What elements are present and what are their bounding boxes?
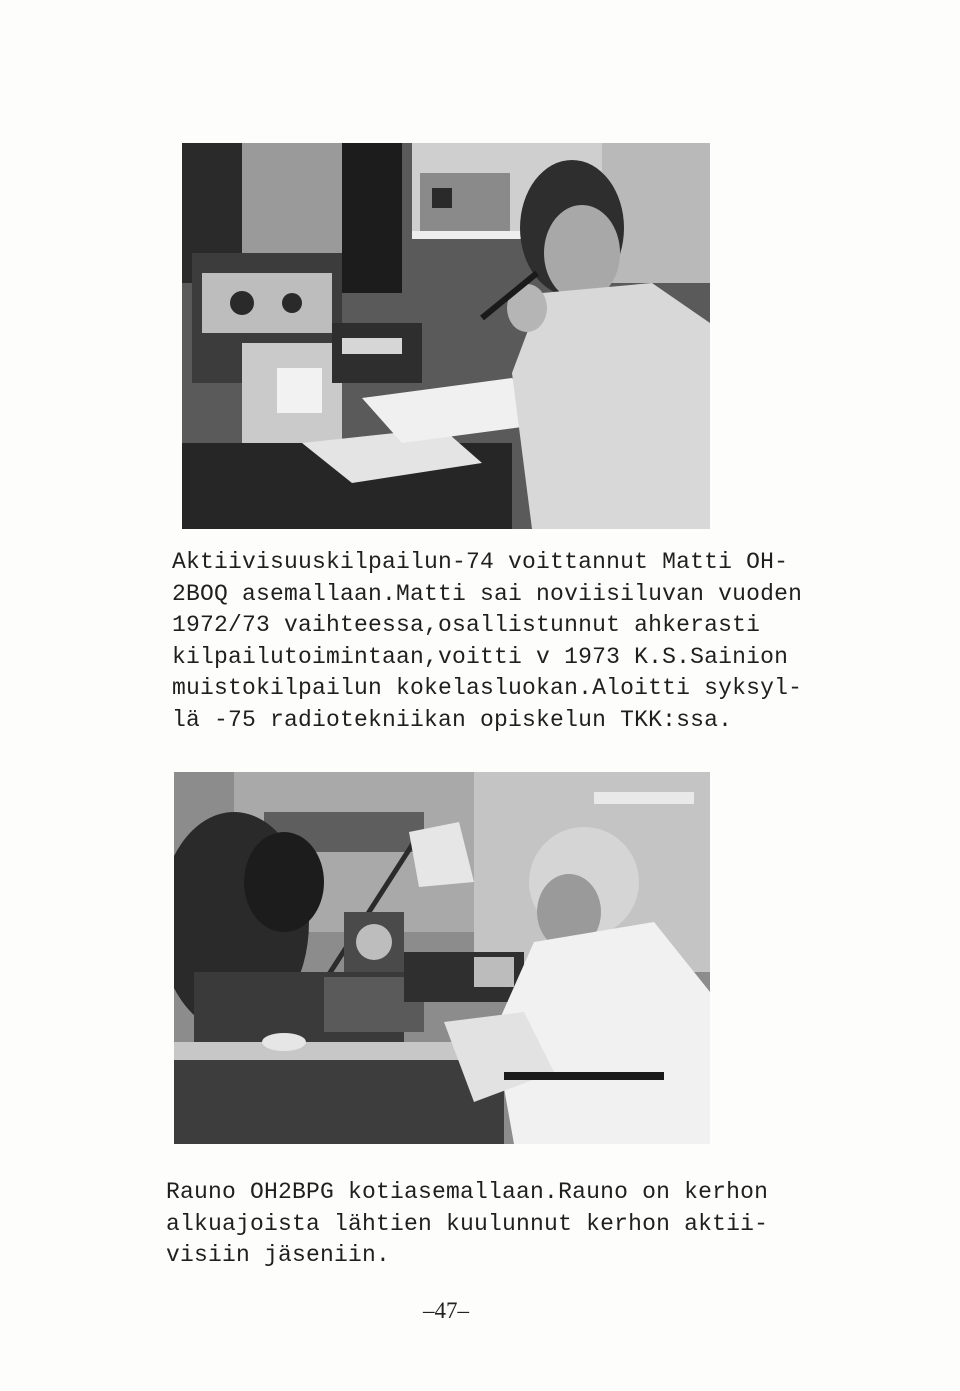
photo-caption-rauno [166,1177,768,1272]
photo-operator-at-radio-station [182,143,710,529]
page-number: –47– [423,1298,469,1323]
caption-line: alkuajoista lähtien kuulunnut kerhon aktii- [166,1210,769,1237]
caption-line: Rauno OH2BPG kotiasemallaan.Rauno on kerhon [166,1179,769,1205]
photo-home-radio-station [174,772,710,1144]
caption-line: lä -75 radiotekniikan opiskelun TKK:ssa. [172,706,733,733]
caption-line: kilpailutoimintaan,voitti v 1973 K.S.Sainion [172,643,789,670]
caption-line: 2BOQ asemallaan.Matti sai noviisiluvan vuoden [172,580,803,607]
photo-caption-matti [172,547,802,736]
caption-line: muistokilpailun kokelasluokan.Aloitti syksyl- [172,675,803,701]
caption-line: visiin jäseniin. [166,1242,391,1268]
caption-line: 1972/73 vaihteessa,osallistunnut ahkerasti [172,612,761,638]
caption-line: Aktiivisuuskilpailun-74 voittannut Matti OH- [172,549,789,575]
